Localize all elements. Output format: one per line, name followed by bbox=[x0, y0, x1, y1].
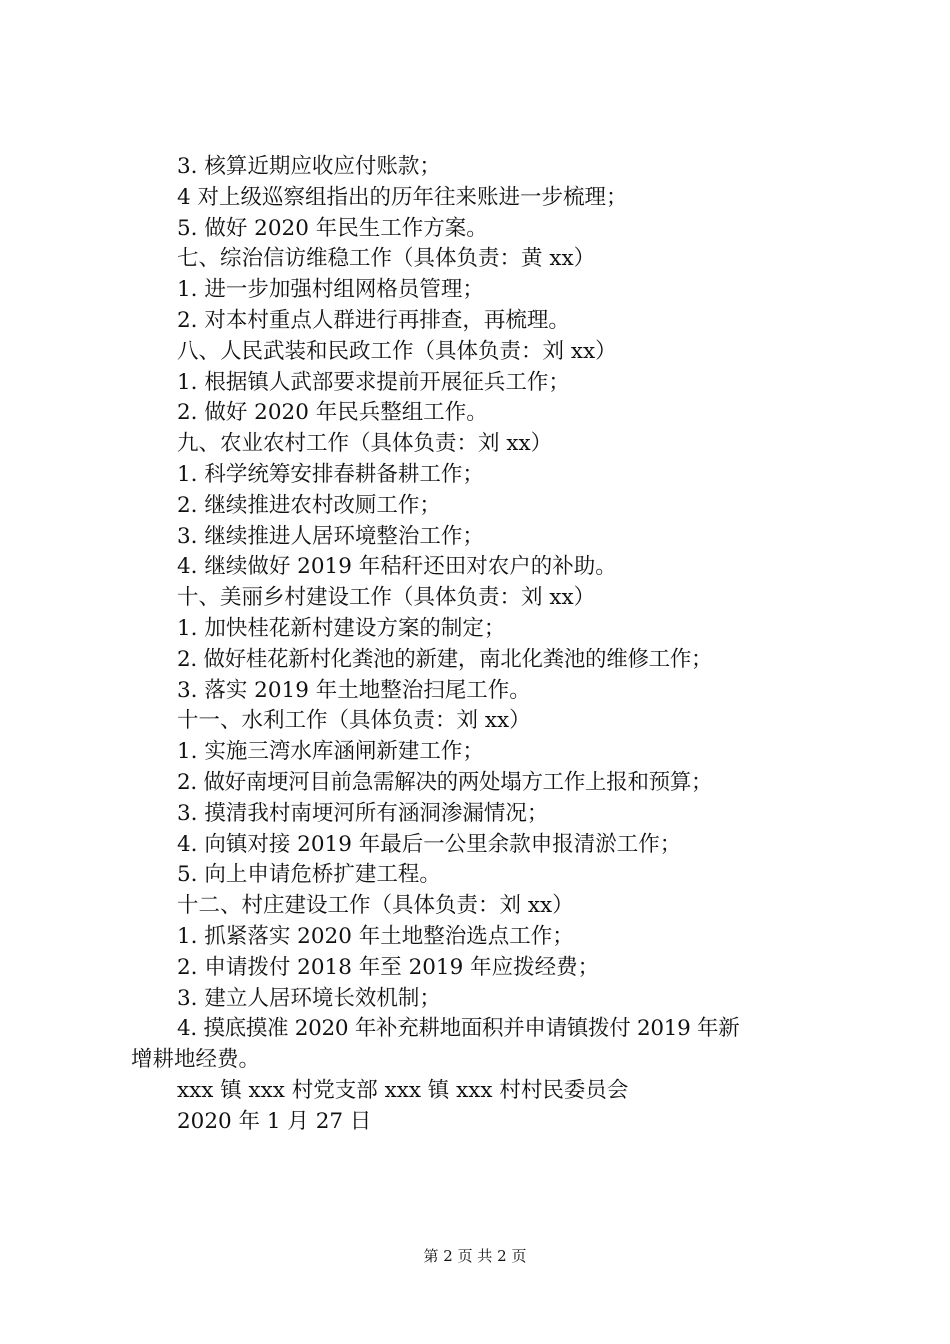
section-heading: 八、人民武装和民政工作（具体负责：刘 xx） bbox=[177, 338, 617, 364]
list-item: 2. 做好南埂河目前急需解决的两处塌方工作上报和预算； bbox=[177, 769, 713, 795]
list-item: 3. 核算近期应收应付账款； bbox=[177, 154, 441, 179]
section-heading: 十二、村庄建设工作（具体负责：刘 xx） bbox=[177, 893, 574, 919]
list-item: 5. 向上申请危桥扩建工程。 bbox=[177, 862, 441, 888]
section-heading: 十一、水利工作（具体负责：刘 xx） bbox=[177, 708, 531, 734]
signature-date: 2020 年 1 月 27 日 bbox=[177, 1108, 372, 1134]
list-item: 1. 加快桂花新村建设方案的制定； bbox=[177, 615, 506, 641]
list-item: 1. 抓紧落实 2020 年土地整治选点工作； bbox=[177, 923, 574, 949]
list-item: 4. 摸底摸准 2020 年补充耕地面积并申请镇拨付 2019 年新 bbox=[177, 1016, 740, 1042]
list-item: 2. 申请拨付 2018 年至 2019 年应拨经费； bbox=[177, 954, 600, 980]
list-item-continuation: 增耕地经费。 bbox=[131, 1047, 261, 1073]
list-item: 2. 做好 2020 年民兵整组工作。 bbox=[177, 400, 488, 426]
list-item: 3. 摸清我村南埂河所有涵洞渗漏情况； bbox=[177, 800, 549, 826]
list-item: 4. 继续做好 2019 年秸秆还田对农户的补助。 bbox=[177, 554, 617, 580]
list-item: 1. 进一步加强村组网格员管理； bbox=[177, 277, 484, 303]
list-item: 3. 继续推进人居环境整治工作； bbox=[177, 523, 484, 549]
list-item: 1. 实施三湾水库涵闸新建工作； bbox=[177, 739, 484, 765]
list-item: 3. 建立人居环境长效机制； bbox=[177, 985, 441, 1011]
list-item: 4. 向镇对接 2019 年最后一公里余款申报清淤工作； bbox=[177, 831, 682, 857]
document-body bbox=[131, 152, 831, 1138]
list-item: 3. 落实 2019 年土地整治扫尾工作。 bbox=[177, 677, 531, 703]
list-item: 2. 继续推进农村改厕工作； bbox=[177, 492, 441, 518]
list-item: 1. 科学统筹安排春耕备耕工作； bbox=[177, 461, 484, 487]
section-heading: 十、美丽乡村建设工作（具体负责：刘 xx） bbox=[177, 585, 596, 611]
page-number-footer: 第 2 页 共 2 页 bbox=[423, 1247, 527, 1265]
list-item: 2. 做好桂花新村化粪池的新建，南北化粪池的维修工作； bbox=[177, 646, 713, 672]
list-item: 2. 对本村重点人群进行再排查，再梳理。 bbox=[177, 307, 570, 333]
section-heading: 七、综治信访维稳工作（具体负责：黄 xx） bbox=[177, 246, 596, 272]
list-item: 1. 根据镇人武部要求提前开展征兵工作； bbox=[177, 369, 570, 395]
signature-organizations: xxx 镇 xxx 村党支部 xxx 镇 xxx 村村民委员会 bbox=[177, 1077, 629, 1103]
section-heading: 九、农业农村工作（具体负责：刘 xx） bbox=[177, 431, 553, 457]
list-item: 4 对上级巡察组指出的历年往来账进一步梳理； bbox=[177, 184, 628, 210]
list-item: 5. 做好 2020 年民生工作方案。 bbox=[177, 215, 488, 241]
